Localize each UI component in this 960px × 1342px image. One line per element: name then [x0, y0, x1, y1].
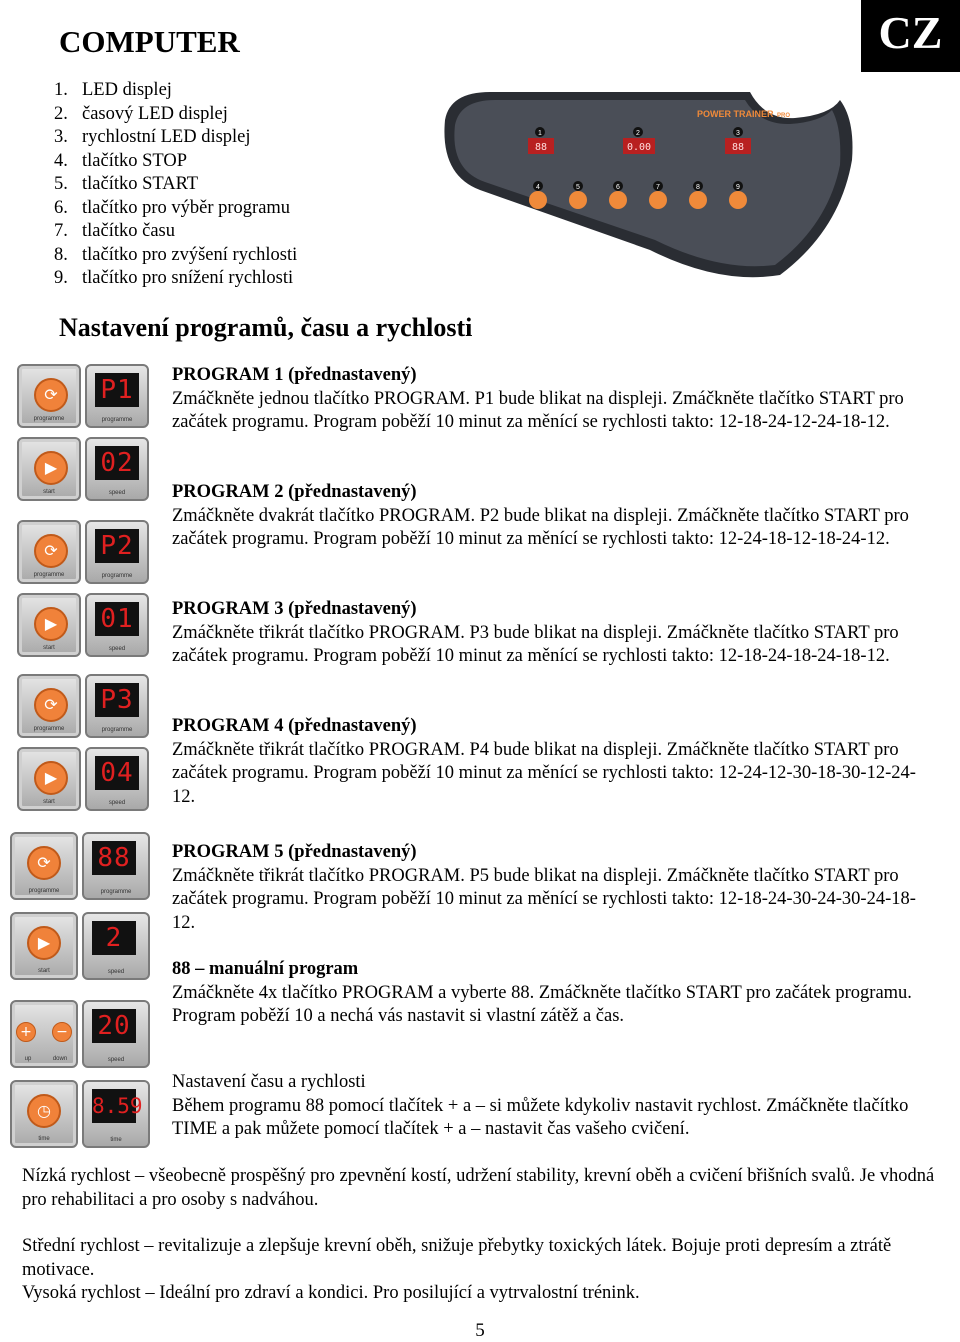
- display-tile: P3 programme: [85, 674, 149, 738]
- console-brand: POWER TRAINER: [697, 109, 774, 119]
- start-button-tile: ▶ start: [10, 912, 78, 980]
- program-heading: PROGRAM 2 (přednastavený): [172, 482, 417, 502]
- program-5-block: [172, 841, 932, 935]
- program-text: Zmáčkněte třikrát tlačítko PROGRAM. P3 bude blikat na displeji. Zmáčkněte tlačítko START pro začátek programu. Program poběží 10 minut za měnící se rychlosti takto: 12-18-24-18-24-18-12.: [172, 622, 899, 666]
- program-text: Zmáčkněte třikrát tlačítko PROGRAM. P5 bude blikat na displeji. Zmáčkněte tlačítko START pro začátek programu. Program poběží 10 minut za měnící se rychlosti takto: 12-18-24-30-24-30-24-18-12.: [172, 865, 916, 933]
- program-text: Zmáčkněte třikrát tlačítko PROGRAM. P4 bude blikat na displeji. Zmáčkněte tlačítko START pro začátek programu. Program poběží 10 minut za měnící se rychlosti takto: 12-24-12-30-18-30-12-24-12.: [172, 739, 916, 807]
- program-2-block: [172, 481, 932, 552]
- display-tile: 02 speed: [85, 437, 149, 501]
- legend-list: [54, 79, 297, 291]
- program-heading: PROGRAM 5 (přednastavený): [172, 842, 417, 862]
- play-icon: ▶: [44, 614, 58, 633]
- start-button-tile: ▶ start: [17, 437, 81, 501]
- time-speed-text: Během programu 88 pomocí tlačítek + a – si můžete kdykoliv nastavit rychlost. Zmáčkněte tlačítko TIME a pak můžete pomocí tlačítek + a – nastavit čas vašeho cvičení.: [172, 1095, 909, 1139]
- console-brand-suffix: PRO: [777, 113, 791, 119]
- time-speed-heading: Nastavení času a rychlosti: [172, 1072, 366, 1092]
- svg-text:2: 2: [636, 130, 640, 137]
- program-text: Zmáčkněte jednou tlačítko PROGRAM. P1 bude blikat na displeji. Zmáčkněte tlačítko START pro začátek programu. Program poběží 10 minut za měnící se rychlosti takto: 12-18-24-12-24-18-12.: [172, 388, 904, 432]
- legend-item: 2. časový LED displej: [54, 103, 228, 124]
- svg-text:9: 9: [736, 184, 740, 191]
- program-3-block: [172, 598, 932, 669]
- page-title: COMPUTER: [59, 24, 240, 59]
- program-text: Zmáčkněte dvakrát tlačítko PROGRAM. P2 bude blikat na displeji. Zmáčkněte tlačítko START pro začátek programu. Program poběží 10 minut za měnící se rychlosti takto: 12-24-18-12-18-24-12.: [172, 505, 909, 549]
- legend-item: 7. tlačítko času: [54, 221, 175, 241]
- refresh-icon: ⟳: [37, 853, 51, 872]
- page-number: 5: [475, 1320, 485, 1341]
- start-button-tile: ▶ start: [17, 747, 81, 811]
- medium-speed-paragraph: Střední rychlost – revitalizuje a zlepšuje krevní oběh, snižuje přebytky toxických látek. Bojuje proti depresím a ztrátě motivace.: [22, 1236, 892, 1280]
- plus-minus-buttons-tile: + − up down: [10, 1000, 78, 1068]
- console-illustration: [420, 80, 860, 290]
- program-text: Zmáčkněte 4x tlačítko PROGRAM a vyberte 88. Zmáčkněte tlačítko START pro začátek programu. Program poběží 10 a nechá vás nastavit si vlastní zátěž a čas.: [172, 982, 912, 1026]
- svg-text:5: 5: [576, 184, 580, 191]
- language-tag: CZ: [861, 0, 960, 72]
- svg-text:88: 88: [731, 142, 745, 153]
- time-speed-block: [172, 1071, 932, 1142]
- play-icon: ▶: [37, 933, 51, 952]
- display-tile: 88 programme: [82, 832, 150, 900]
- display-tile: P1 programme: [85, 364, 149, 428]
- manual-program-block: [172, 958, 932, 1029]
- display-tile: 01 speed: [85, 593, 149, 657]
- svg-text:0.00: 0.00: [626, 142, 652, 153]
- play-icon: ▶: [44, 768, 58, 787]
- svg-text:3: 3: [736, 130, 740, 137]
- section-title: Nastavení programů, času a rychlosti: [59, 313, 473, 342]
- program-heading: PROGRAM 4 (přednastavený): [172, 716, 417, 736]
- svg-text:88: 88: [534, 142, 548, 153]
- legend-item: 9. tlačítko pro snížení rychlosti: [54, 268, 294, 288]
- program-heading: 88 – manuální program: [172, 959, 359, 979]
- program-button-tile: ⟳ programme: [17, 674, 81, 738]
- display-tile: 2 speed: [82, 912, 150, 980]
- high-speed-paragraph: Vysoká rychlost – Ideální pro zdraví a kondici. Pro posilující a vytrvalostní trénink.: [22, 1283, 640, 1303]
- plus-icon: +: [16, 1022, 36, 1042]
- display-tile: 04 speed: [85, 747, 149, 811]
- svg-text:4: 4: [536, 184, 540, 191]
- svg-text:7: 7: [656, 184, 660, 191]
- legend-item: 1. LED displej: [54, 80, 172, 100]
- svg-text:6: 6: [616, 184, 620, 191]
- low-speed-paragraph: Nízká rychlost – všeobecně prospěšný pro zpevnění kostí, udržení stability, krevní oběh a cvičení břišních svalů. Je vhodná pro rehabilitaci a pro osoby s nadváhou.: [22, 1166, 935, 1210]
- legend-item: 5. tlačítko START: [54, 174, 199, 194]
- refresh-icon: ⟳: [44, 541, 58, 560]
- clock-icon: ◷: [37, 1101, 51, 1120]
- svg-text:1: 1: [538, 130, 542, 137]
- start-button-tile: ▶ start: [17, 593, 81, 657]
- program-button-tile: ⟳ programme: [17, 364, 81, 428]
- program-1-block: [172, 364, 932, 435]
- minus-icon: −: [52, 1022, 72, 1042]
- refresh-icon: ⟳: [44, 695, 58, 714]
- legend-item: 6. tlačítko pro výběr programu: [54, 197, 291, 218]
- refresh-icon: ⟳: [44, 385, 58, 404]
- program-heading: PROGRAM 3 (přednastavený): [172, 599, 417, 619]
- program-heading: PROGRAM 1 (přednastavený): [172, 365, 417, 385]
- display-tile: 8.59 time: [82, 1080, 150, 1148]
- legend-item: 8. tlačítko pro zvýšení rychlosti: [54, 244, 298, 265]
- display-tile: P2 programme: [85, 520, 149, 584]
- play-icon: ▶: [44, 458, 58, 477]
- display-tile: 20 speed: [82, 1000, 150, 1068]
- program-button-tile: ⟳ programme: [10, 832, 78, 900]
- legend-item: 3. rychlostní LED displej: [54, 127, 251, 147]
- program-4-block: [172, 715, 932, 809]
- time-button-tile: ◷ time: [10, 1080, 78, 1148]
- legend-item: 4. tlačítko STOP: [54, 150, 188, 171]
- svg-text:8: 8: [696, 184, 700, 191]
- program-button-tile: ⟳ programme: [17, 520, 81, 584]
